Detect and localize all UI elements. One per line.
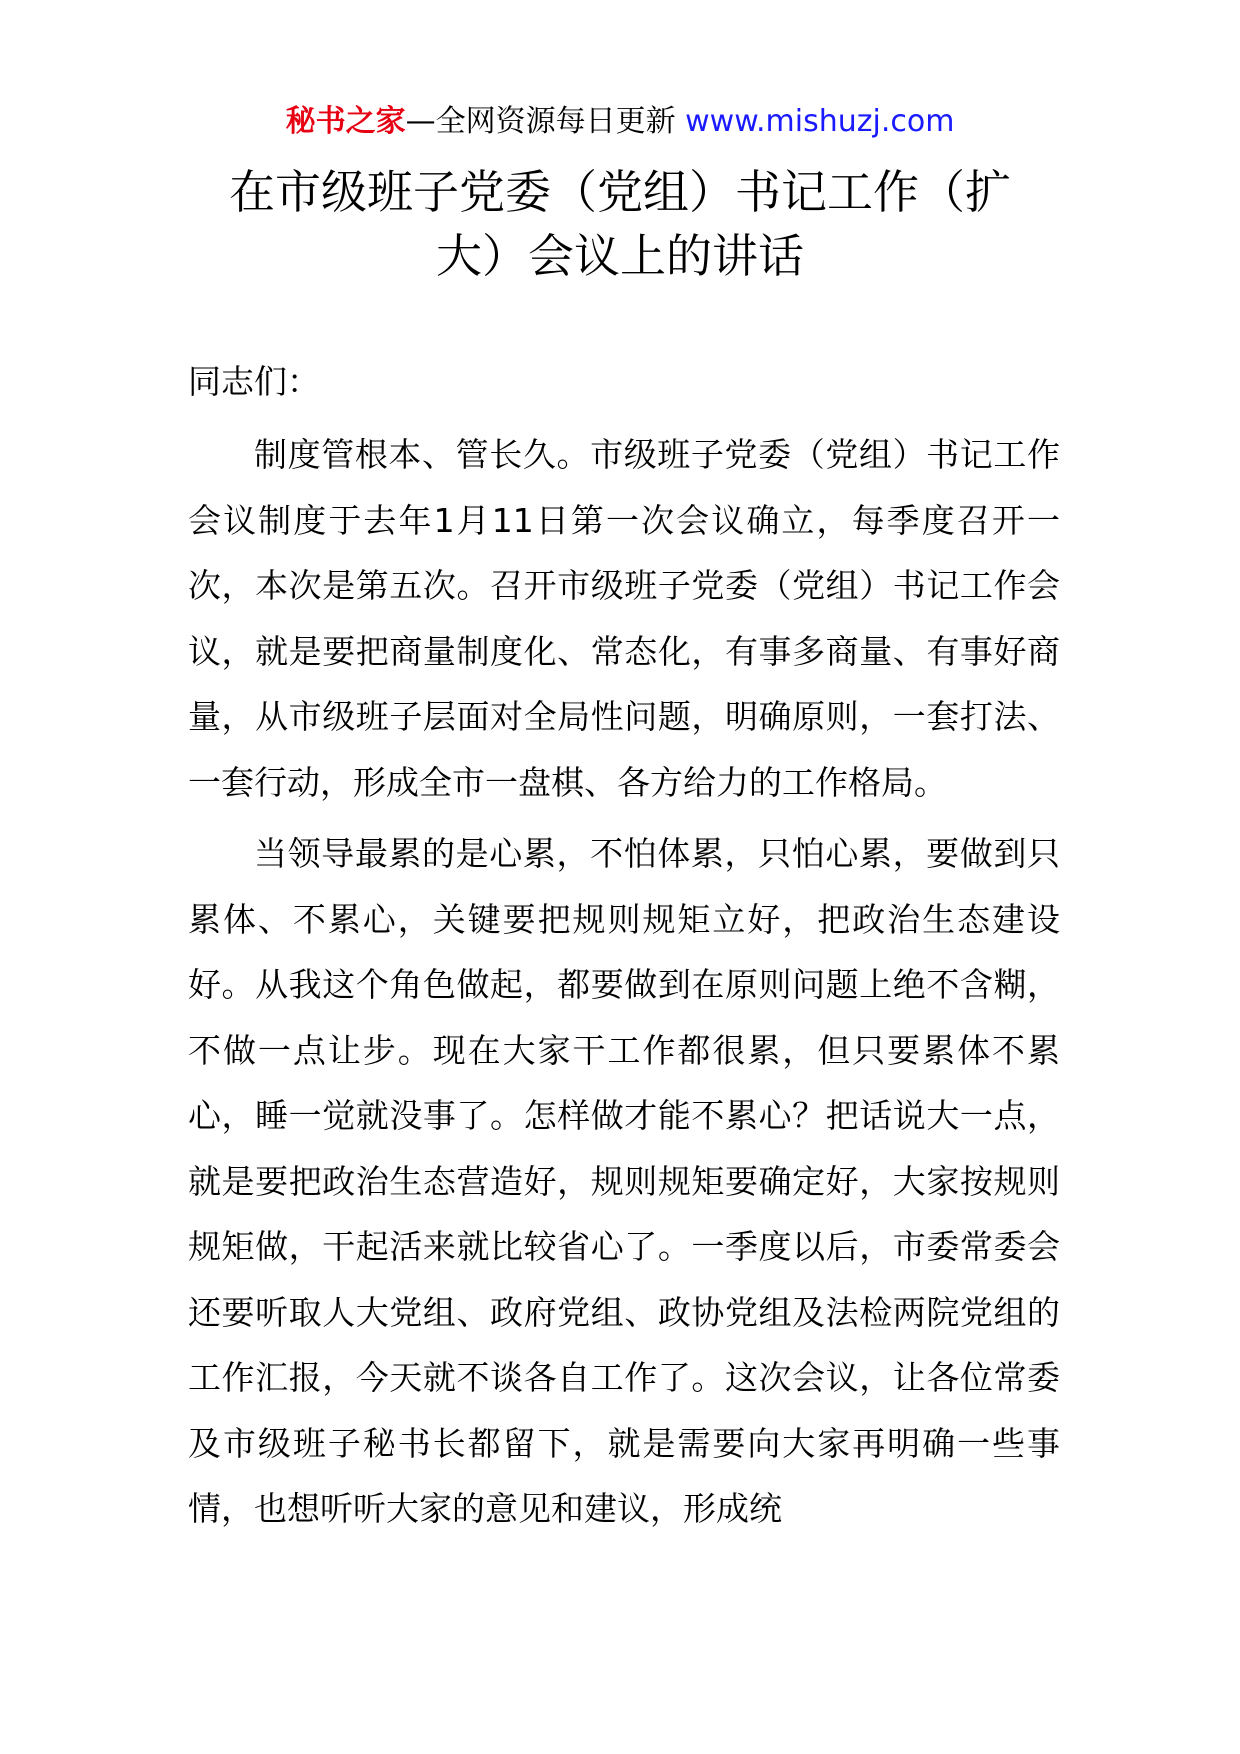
body-paragraph: 当领导最累的是心累，不怕体累，只怕心累，要做到只累体、不累心，关键要把规则规矩立好，把政治生态建设好。从我这个角色做起，都要做到在原则问题上绝不含糊，不做一点让步。现在大家干工作都很累，但只要累体不累心，睡一觉就没事了。怎样做才能不累心？把话说大一点，就是要把政治生态营造好，规则规矩要确定好，大家按规则规矩做，干起活来就比较省心了。一季度以后，市委常委会还要听取人大党组、政府党组、政协党组及法检两院党组的工作汇报，今天就不谈各自工作了。这次会议，让各位常委及市级班子秘书长都留下，就是需要向大家再明确一些事情，也想听听大家的意见和建议，形成统 [188, 834, 1060, 1528]
document-title-line-2: 大）会议上的讲话 [436, 229, 804, 283]
site-url-link[interactable]: www.mishuzj.com [685, 104, 955, 139]
site-name: 秘书之家 [285, 104, 406, 139]
document-body [188, 422, 1060, 1548]
salutation: 同志们： [188, 362, 320, 401]
document-title [190, 160, 1050, 288]
site-slogan: —全网资源每日更新 [405, 104, 686, 139]
document-title-line-1: 在市级班子党委（党组）书记工作（扩 [229, 165, 1011, 219]
body-paragraph: 制度管根本、管长久。市级班子党委（党组）书记工作会议制度于去年1月11日第一次会议确立，每季度召开一次，本次是第五次。召开市级班子党委（党组）书记工作会议，就是要把商量制度化、常态化，有事多商量、有事好商量，从市级班子层面对全局性问题，明确原则，一套打法、一套行动，形成全市一盘棋、各方给力的工作格局。 [188, 435, 1060, 802]
site-header [0, 102, 1240, 142]
